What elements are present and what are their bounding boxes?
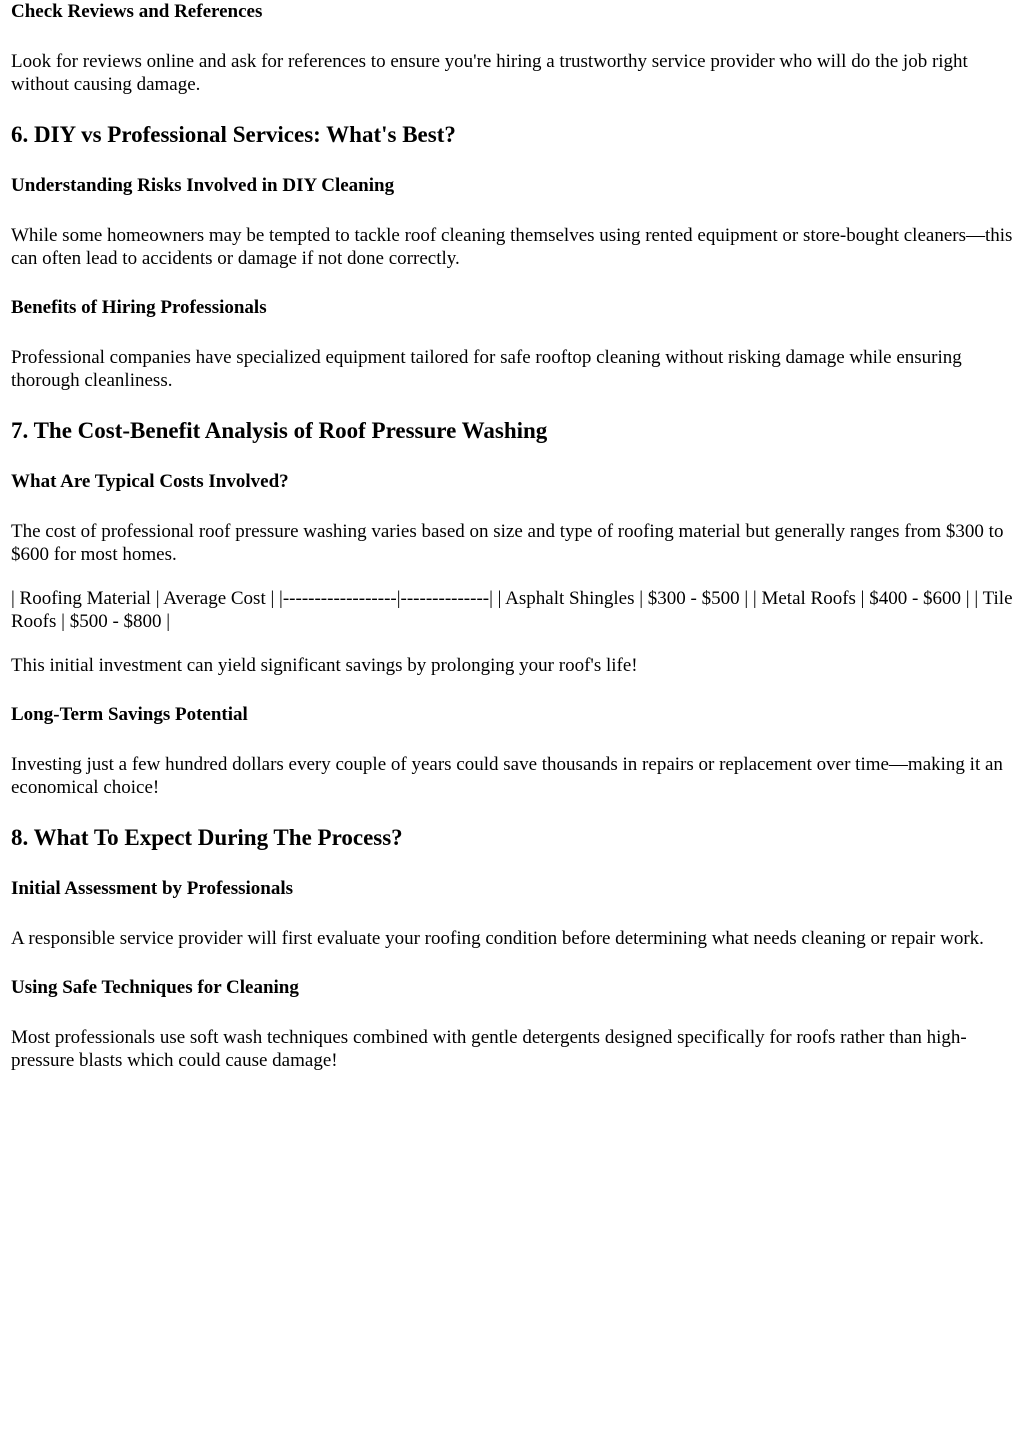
paragraph-check-reviews: Look for reviews online and ask for references to ensure you're hiring a trustworthy service provider who will do the job right without causing damage. [11, 51, 968, 95]
paragraph-initial-investment: This initial investment can yield significant savings by prolonging your roof's life! [11, 655, 638, 676]
paragraph-initial-assessment: A responsible service provider will first evaluate your roofing condition before determining what needs cleaning or repair work. [11, 928, 984, 949]
heading-benefits-professionals: Benefits of Hiring Professionals [11, 297, 267, 318]
heading-safe-techniques: Using Safe Techniques for Cleaning [11, 977, 299, 998]
paragraph-typical-costs: The cost of professional roof pressure washing varies based on size and type of roofing material but generally ranges from $300 to $600 for most homes. [11, 521, 1004, 565]
heading-check-reviews: Check Reviews and References [11, 1, 263, 22]
section-heading-what-to-expect: 8. What To Expect During The Process? [11, 825, 403, 850]
paragraph-safe-techniques: Most professionals use soft wash techniques combined with gentle detergents designed specifically for roofs rather than high-pressure blasts which could cause damage! [11, 1027, 967, 1071]
section-heading-diy-vs-professional: 6. DIY vs Professional Services: What's Best? [11, 122, 456, 147]
heading-initial-assessment: Initial Assessment by Professionals [11, 878, 294, 899]
heading-typical-costs: What Are Typical Costs Involved? [11, 471, 289, 492]
section-heading-cost-benefit: 7. The Cost-Benefit Analysis of Roof Pressure Washing [11, 418, 548, 443]
paragraph-long-term-savings: Investing just a few hundred dollars every couple of years could save thousands in repairs or replacement over time—making it an economical choice! [11, 754, 1003, 798]
paragraph-benefits-professionals: Professional companies have specialized equipment tailored for safe rooftop cleaning without risking damage while ensuring thorough cleanliness. [11, 347, 962, 391]
paragraph-risks-diy: While some homeowners may be tempted to tackle roof cleaning themselves using rented equipment or store-bought cleaners—this can often lead to accidents or damage if not done correctly. [11, 225, 1013, 269]
paragraph-cost-table-markdown: | Roofing Material | Average Cost | |------------------|--------------| | Asphalt Shingles | $300 - $500 | | Metal Roofs | $400 - $600 | | Tile Roofs | $500 - $800 | [11, 588, 1013, 632]
heading-long-term-savings: Long-Term Savings Potential [11, 704, 248, 725]
heading-risks-diy: Understanding Risks Involved in DIY Cleaning [11, 175, 395, 196]
